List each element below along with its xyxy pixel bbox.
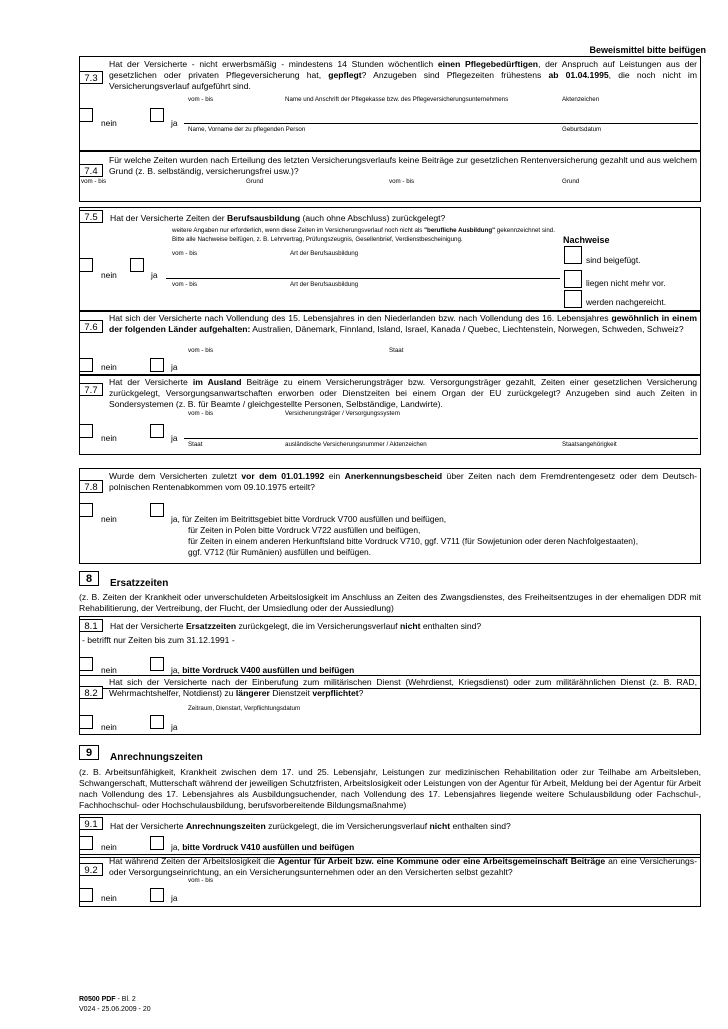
question-7-4: Für welche Zeiten wurden nach Erteilung des letzten Versicherungsverlaufs keine Beiträge zur gesetzlichen Rentenversicherung gezahlt und aus welchem Grund (z. B. selbständig, versicherungsfrei usw.)?: [109, 155, 697, 176]
label-yes: ja: [171, 433, 178, 443]
section-number: 7.4: [79, 164, 103, 177]
label-yes: ja: [151, 270, 158, 280]
checkbox-yes[interactable]: [150, 888, 164, 902]
question-7-5: Hat der Versicherte Zeiten der Berufsausbildung (auch ohne Abschluss) zurückgelegt?: [110, 213, 446, 223]
proof-note: Beweismittel bitte beifügen: [589, 45, 706, 55]
label-yes: ja: [171, 118, 178, 128]
label-no: nein: [101, 665, 117, 675]
section-title-9: Anrechnungszeiten: [110, 752, 203, 763]
question-9-1: Hat der Versicherte Anrechnungszeiten zurückgelegt, die im Versicherungsverlauf nicht enthalten sind?: [110, 821, 511, 831]
checkbox-proofs-unavailable[interactable]: [564, 270, 582, 288]
label-yes: ja: [171, 362, 178, 372]
section-number-8: 8: [79, 571, 99, 586]
checkbox-no[interactable]: [79, 657, 93, 671]
checkbox-yes[interactable]: [130, 258, 144, 272]
section-number: 9.2: [79, 863, 103, 876]
section-title-8: Ersatzzeiten: [110, 578, 169, 589]
column-label-service: Zeitraum, Dienstart, Verpflichtungsdatum: [188, 705, 301, 712]
question-8-2: Hat sich der Versicherte nach der Einberufung zum militärischen Dienst (Wehrdienst, Kriegsdienst) oder zum militärähnlichen Dienst (z. B. RAD, Wehrmachtshelfer, Notdienst) zu längerer Dienstzeit verpflichtet?: [109, 677, 697, 698]
label-yes-v400: ja, bitte Vordruck V400 ausfüllen und beifügen: [171, 665, 355, 675]
label-no: nein: [101, 893, 117, 903]
question-8-1: Hat der Versicherte Ersatzzeiten zurückgelegt, die im Versicherungsverlauf nicht enthalten sind?: [110, 621, 482, 631]
checkbox-yes[interactable]: [150, 836, 164, 850]
checkbox-yes[interactable]: [150, 715, 164, 729]
column-label-period: vom - bis: [188, 877, 214, 884]
column-label-insurer: Name und Anschrift der Pflegekasse bzw. des Pflegeversicherungsunternehmens: [285, 96, 509, 103]
label-no: nein: [101, 514, 117, 524]
column-label-training-type: Art der Berufsausbildung: [290, 281, 359, 288]
column-label-birth-date: Geburtsdatum: [562, 126, 602, 133]
option-attached: sind beigefügt.: [586, 255, 641, 265]
form-footer: [79, 995, 151, 1015]
checkbox-no[interactable]: [79, 258, 93, 272]
label-no: nein: [101, 433, 117, 443]
question-7-7: Hat der Versicherte im Ausland Beiträge zu einem Versicherungsträger bzw. Versorgungsträger gezahlt, Zeiten einer gesetzlichen Versicherung zurückgelegt, Versorgungsanwartschaften erworben oder Dienstzeiten bei einem Organ der EU zurückgelegt? Anzugeben sind auch Zeiten in Sondersystemen (z. B. für Beamte / gleichgestellte Personen, Selbständige, Landwirte).: [109, 377, 698, 409]
section-number: 7.7: [79, 383, 103, 396]
column-label-period: vom - bis: [389, 178, 415, 185]
column-label-period: vom - bis: [188, 347, 214, 354]
section-number-9: 9: [79, 745, 99, 760]
entry-line[interactable]: [166, 278, 560, 279]
checkbox-yes[interactable]: [150, 358, 164, 372]
yes-instructions: ja, für Zeiten im Beitrittsgebiet bitte Vordruck V700 ausfüllen und beifügen, für Zeiten in Polen bitte Vordruck V722 ausfüllen und beifügen, für Zeiten in einem anderen Herkunftsland bitte Vordruck V710, ggf. V711 (für Sowjetunion oder deren Nachfolgestaaten), ggf. V712 (für Rumänien) ausfüllen und beifügen.: [171, 514, 639, 557]
checkbox-no[interactable]: [79, 108, 93, 122]
checkbox-no[interactable]: [79, 836, 93, 850]
column-label-file-number: Aktenzeichen: [562, 96, 600, 103]
section-number: 7.3: [79, 71, 103, 84]
column-label-state: Staat: [389, 347, 404, 354]
column-label-reason: Grund: [246, 178, 264, 185]
section-number: 9.1: [79, 817, 103, 830]
option-unavailable: liegen nicht mehr vor.: [586, 278, 666, 288]
label-yes-v410: ja, bitte Vordruck V410 ausfüllen und beifügen: [171, 842, 355, 852]
section-number: 8.2: [79, 686, 103, 699]
checkbox-no[interactable]: [79, 358, 93, 372]
section-number: 7.8: [79, 480, 103, 493]
checkbox-yes[interactable]: [150, 503, 164, 517]
label-yes: ja: [171, 893, 178, 903]
checkbox-yes[interactable]: [150, 657, 164, 671]
form-version: V024 - 25.06.2009 - 20: [79, 1006, 151, 1013]
time-restriction-note: - betrifft nur Zeiten bis zum 31.12.1991 -: [82, 635, 235, 645]
section-8-intro: (z. B. Zeiten der Krankheit oder unverschuldeten Arbeitslosigkeit im Anschluss an Zeiten des Zwangsdienstes, des Freiheitsentzuges in der ehemaligen DDR mit Rehabilitierung, der Vertreibung, der Flucht, der Umsiedlung oder der Aussiedlung): [79, 592, 701, 613]
entry-line[interactable]: [184, 123, 698, 124]
question-7-6: Hat sich der Versicherte nach Vollendung des 15. Lebensjahres in den Niederlanden bzw. nach Vollendung des 16. Lebensjahres gewöhnlich in einem der folgenden Länder aufgehalten: Australien, Dänemark, Finnland, Island, Israel, Kanada / Quebec, Liechtenstein, Norwegen, Schweden, Schweiz?: [109, 313, 697, 334]
checkbox-no[interactable]: [79, 888, 93, 902]
column-label-carrier: Versicherungsträger / Versorgungssystem: [285, 410, 400, 417]
checkbox-yes[interactable]: [150, 424, 164, 438]
checkbox-no[interactable]: [79, 424, 93, 438]
column-label-foreign-number: ausländische Versicherungsnummer / Aktenzeichen: [285, 441, 427, 448]
question-9-2: Hat während Zeiten der Arbeitslosigkeit die Agentur für Arbeit bzw. eine Kommune oder eine Arbeitsgemeinschaft Beiträge an eine Versicherungs- oder Versorgungseinrichtung, an ein Versicherungsunternehmen oder an den Versicherten selbst gezahlt?: [109, 856, 697, 877]
checkbox-no[interactable]: [79, 715, 93, 729]
checkbox-yes[interactable]: [150, 108, 164, 122]
column-label-period: vom - bis: [188, 410, 214, 417]
section-9-intro: (z. B. Arbeitsunfähigkeit, Krankheit zwischen dem 17. und 25. Lebensjahr, Leistungen zur medizinischen Rehabilitation oder zur Teilhabe am Arbeitsleben, Schwangerschaft, Mutterschaft während der jeweiligen Schutzfristen, Arbeitslosigkeit oder Leistungen von der Agentur für Arbeit, Meldung bei der Agentur für Arbeit nach Vollendung des 17. Lebensjahres als Ausbildungsuchender, nach Vollendung des 17. Lebensjahres liegende weitere Schulausbildung oder Fachschul-, Fachhochschul- oder Hochschulausbildung, berufsvorbereitende Bildungsmaßnahme): [79, 767, 701, 810]
question-7-8: Wurde dem Versicherten zuletzt vor dem 01.01.1992 ein Anerkennungsbescheid über Zeiten nach dem Fremdrentengesetz oder dem Deutsch-polnischen Rentenabkommen vom 09.10.1975 erteilt?: [109, 471, 697, 492]
column-label-person: Name, Vorname der zu pflegenden Person: [188, 126, 306, 133]
label-yes: ja: [171, 722, 178, 732]
column-label-citizenship: Staatsangehörigkeit: [562, 441, 617, 448]
hint-prior-entries: weitere Angaben nur erforderlich, wenn diese Zeiten im Versicherungsverlauf noch nicht als "berufliche Ausbildung" gekennzeichnet sind.: [172, 227, 555, 234]
column-label-period: vom - bis: [81, 178, 107, 185]
option-later: werden nachgereicht.: [586, 297, 667, 307]
column-label-period: vom - bis: [188, 96, 214, 103]
section-number: 8.1: [79, 619, 103, 632]
question-7-3: Hat der Versicherte - nicht erwerbsmäßig - mindestens 14 Stunden wöchentlich einen Pflegebedürftigen, der Anspruch auf Leistungen aus der gesetzlichen oder privaten Pflegeversicherung hat, gepflegt? Anzugeben sind Pflegezeiten frühestens ab 01.04.1995, die noch nicht im Versicherungsverlauf aufgeführt sind.: [109, 59, 698, 91]
section-number: 7.6: [79, 320, 103, 333]
section-number: 7.5: [79, 210, 103, 223]
proofs-heading: Nachweise: [563, 235, 610, 245]
checkbox-proofs-later[interactable]: [564, 290, 582, 308]
entry-line[interactable]: [184, 438, 698, 439]
label-no: nein: [101, 270, 117, 280]
column-label-state: Staat: [188, 441, 203, 448]
form-code: R0500 PDF - Bl. 2: [79, 996, 136, 1003]
column-label-reason: Grund: [562, 178, 580, 185]
label-no: nein: [101, 722, 117, 732]
column-label-period: vom - bis: [172, 250, 198, 257]
label-no: nein: [101, 362, 117, 372]
checkbox-proofs-attached[interactable]: [564, 246, 582, 264]
label-no: nein: [101, 842, 117, 852]
column-label-period: vom - bis: [172, 281, 198, 288]
checkbox-no[interactable]: [79, 503, 93, 517]
column-label-training-type: Art der Berufsausbildung: [290, 250, 359, 257]
label-no: nein: [101, 118, 117, 128]
hint-attach-evidence: Bitte alle Nachweise beifügen, z. B. Lehrvertrag, Prüfungszeugnis, Gesellenbrief, Verdienstbescheinigung.: [172, 236, 463, 243]
